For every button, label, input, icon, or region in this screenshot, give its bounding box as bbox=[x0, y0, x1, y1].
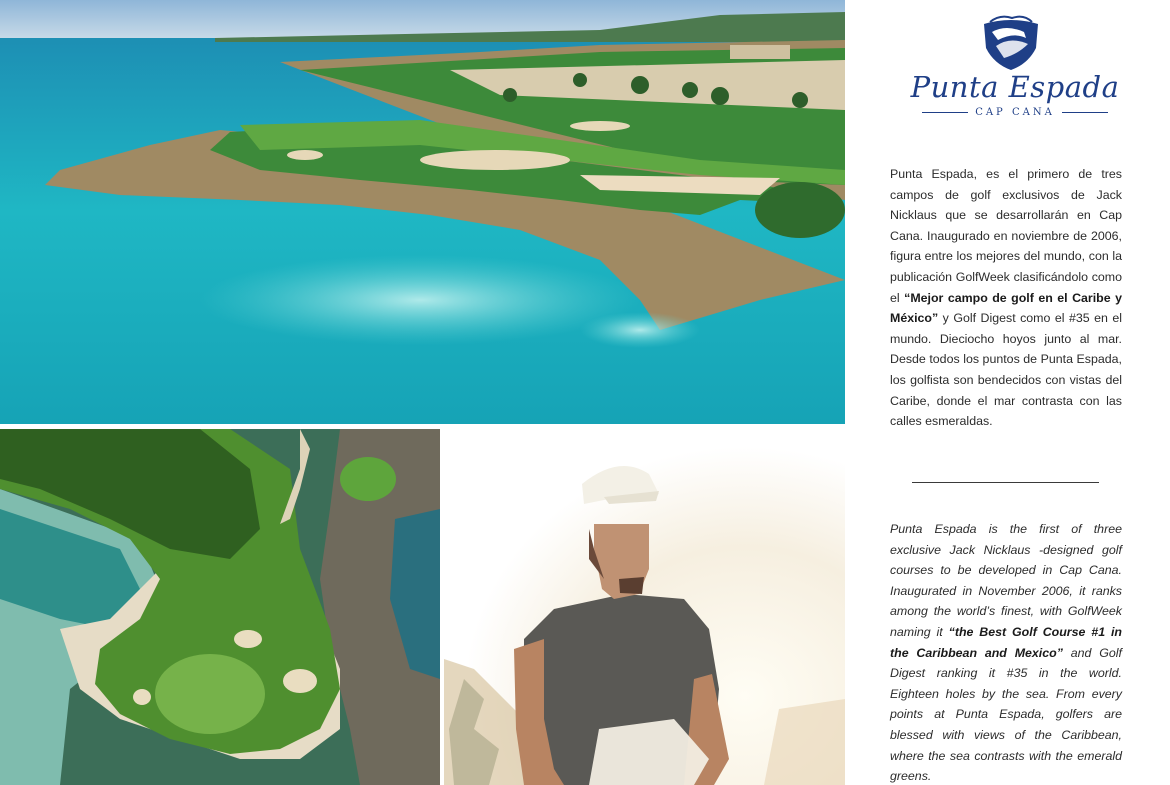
golfer-photo bbox=[444, 429, 845, 785]
logo-rule-right bbox=[1062, 112, 1108, 113]
english-text-part2: and Golf Digest ranking it #35 in the world. Eighteen holes by the sea. From every points at Punta Espada, golfers are blessed with views of the Caribbean, where the sea contrasts with the emerald greens. bbox=[890, 645, 1122, 784]
spanish-description bbox=[890, 164, 1122, 432]
english-text-part1: Punta Espada is the first of three exclusive Jack Nicklaus -designed golf courses to be developed in Cap Cana. Inaugurated in November 2006, it ranks among the world’s finest, with GolfWeek naming it bbox=[890, 522, 1122, 639]
shield-crest-icon bbox=[980, 14, 1042, 72]
spanish-highlight: “Mejor campo de golf en el Caribe y México” bbox=[890, 290, 1122, 326]
punta-espada-logo bbox=[900, 14, 1130, 134]
logo-wordmark: Punta Espada bbox=[910, 70, 1120, 104]
spanish-text-part1: Punta Espada, es el primero de tres campos de golf exclusivos de Jack Nicklaus que se desarrollarán en Cap Cana. Inaugurado en noviembre de 2006, figura entre los mejores del mundo, con la publicación GolfWeek clasificándolo como el bbox=[890, 167, 1122, 305]
english-highlight: “the Best Golf Course #1 in the Caribbean and Mexico” bbox=[890, 624, 1122, 660]
spanish-text-part2: y Golf Digest como el #35 en el mundo. Dieciocho hoyos junto al mar. Desde todos los puntos de Punta Espada, los golfista son bendecidos con vistas del Caribe, donde el mar contrasta con las calles esmeraldas. bbox=[890, 311, 1122, 429]
aerial-green-photo bbox=[0, 429, 440, 785]
english-description bbox=[890, 519, 1122, 785]
aerial-coast-photo bbox=[0, 0, 845, 424]
logo-subtitle: CAP CANA bbox=[975, 107, 1055, 118]
section-divider bbox=[912, 482, 1099, 483]
